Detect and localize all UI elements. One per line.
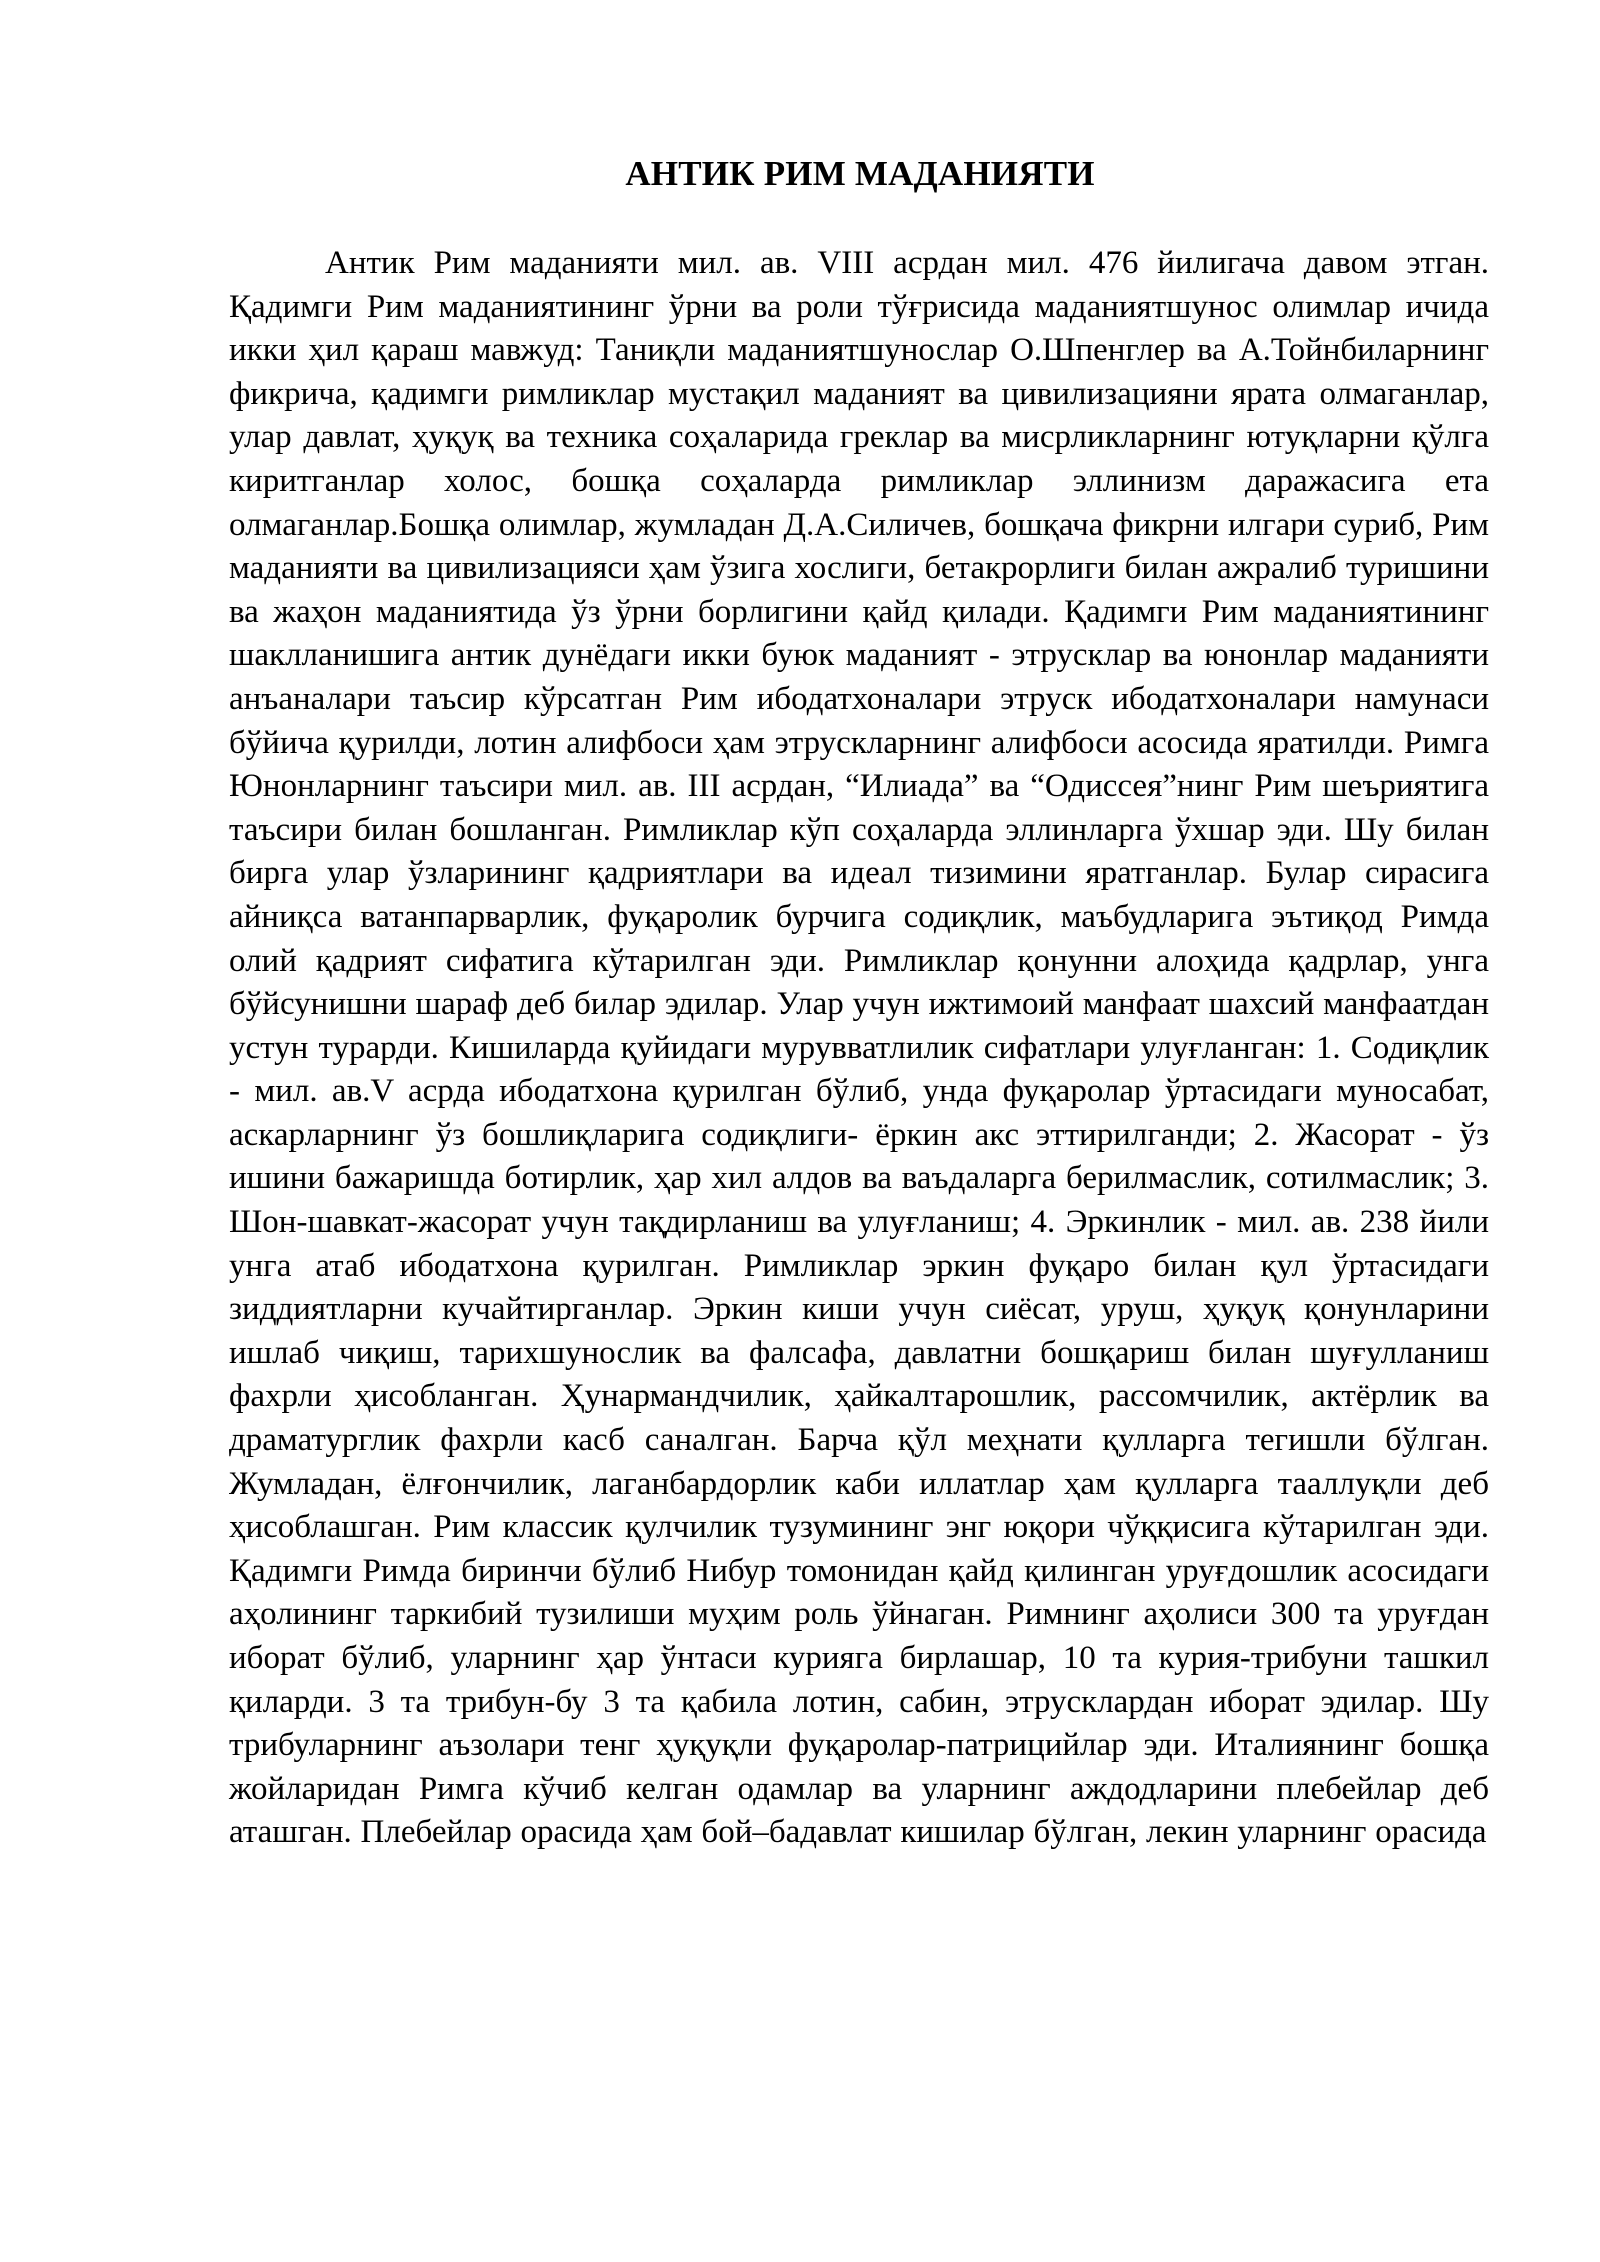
document-title: АНТИК РИМ МАДАНИЯТИ (625, 154, 1095, 193)
body-paragraph: Антик Рим маданияти мил. ав. VIII асрдан мил. 476 йилигача давом этган. Қадимги Рим маданиятининг ўрни ва роли тўғрисида маданиятшунос олимлар ичида икки ҳил қараш мавжуд: Таниқли маданиятшунослар О.Шпенглер ва А.Тойнбиларнинг фикрича, қадимги римликлар мустақил маданият ва цивилизацияни ярата олмаганлар, улар давлат, ҳуқуқ ва техника соҳаларида греклар ва мисрликларнинг ютуқларни қўлга киритганлар холос, бошқа соҳаларда римликлар эллинизм даражасига ета олмаганлар.Бошқа олимлар, жумладан Д.А.Силичев, бошқача фикрни илгари суриб, Рим маданияти ва цивилизацияси ҳам ўзига хослиги, бетакрорлиги билан ажралиб туришини ва жаҳон маданиятида ўз ўрни борлигини қайд қилади. Қадимги Рим маданиятининг шаклланишига антик дунёдаги икки буюк маданият - этрусклар ва юнонлар маданияти анъаналари таъсир кўрсатган Рим ибодатхоналари этруск ибодатхоналари намунаси бўйича қурилди, лотин алифбоси ҳам этрускларнинг алифбоси асосида яратилди. Римга Юнонларнинг таъсири мил. ав. III асрдан, “Илиада” ва “Одиссея”нинг Рим шеъриятига таъсири билан бошланган. Римликлар кўп соҳаларда эллинларга ўхшар эди. Шу билан бирга улар ўзларининг қадриятлари ва идеал тизимини яратганлар. Булар сирасига айниқса ватанпарварлик, фуқаролик бурчига содиқлик, маъбудларига эътиқод Римда олий қадрият сифатига кўтарилган эди. Римликлар қонунни алоҳида қадрлар, унга бўйсунишни шараф деб билар эдилар. Улар учун ижтимоий манфаат шахсий манфаатдан устун турарди. Кишиларда қуйидаги мурувватлилик сифатлари улуғланган: 1. Содиқлик - мил. ав.V асрда ибодатхона қурилган бўлиб, унда фуқаролар ўртасидаги муносабат, аскарларнинг ўз бошлиқларига содиқлиги- ёркин акс эттирилганди; 2. Жасорат - ўз ишини бажаришда ботирлик, ҳар хил алдов ва ваъдаларга берилмаслик, сотилмаслик; 3. Шон-шавкат-жасорат учун тақдирланиш ва улуғланиш; 4. Эркинлик - мил. ав. 238 йили унга атаб ибодатхона қурилган. Римликлар эркин фуқаро билан қул ўртасидаги зиддиятларни кучайтирганлар. Эркин киши учун сиёсат, уруш, ҳуқуқ қонунларини ишлаб чиқиш, тарихшунослик ва фалсафа, давлатни бошқариш билан шуғулланиш фахрли ҳисобланган. Ҳунармандчилик, ҳайкалтарошлик, рассомчилик, актёрлик ва драматурглик фахрли касб саналган. Барча қўл меҳнати қулларга тегишли бўлган. Жумладан, ёлғончилик, лаганбардорлик каби иллатлар ҳам қулларга тааллуқли деб ҳисоблашган. Рим классик қулчилик тузумининг энг юқори чўққисига кўтарилган эди. Қадимги Римда биринчи бўлиб Нибур томонидан қайд қилинган уруғдошлик асосидаги аҳолининг таркибий тузилиши муҳим роль ўйнаган. Римнинг аҳолиси 300 та уруғдан иборат бўлиб, уларнинг ҳар ўнтаси курияга бирлашар, 10 та курия-трибуни ташкил қиларди. 3 та трибун-бу 3 та қабила лотин, сабин, этрусклардан иборат эдилар. Шу трибуларнинг аъзолари тенг ҳуқуқли фуқаролар-патрицийлар эди. Италиянинг бошқа жойларидан Римга кўчиб келган одамлар ва уларнинг аждодларини плебейлар деб аташган. Плебейлар орасида ҳам бой–бадавлат кишилар бўлган, лекин уларнинг орасида (229, 245, 1489, 1851)
